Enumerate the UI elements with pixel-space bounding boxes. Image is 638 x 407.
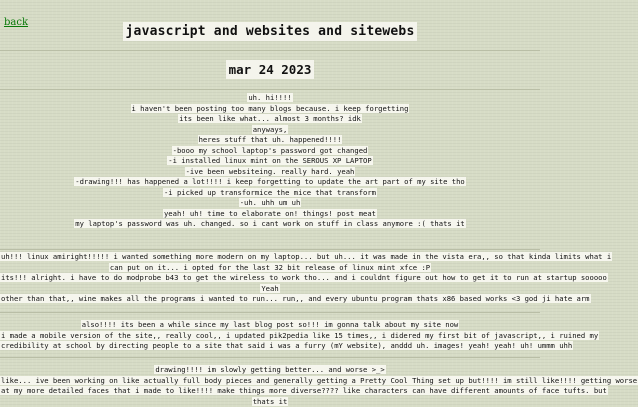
post-line: thats it: [0, 397, 540, 407]
post-section-2: [0, 252, 540, 305]
post-line: -booo my school laptop's password got changed: [0, 146, 540, 157]
post-line: also!!!! its been a while since my last blog post so!!! im gonna talk about my site now: [0, 320, 540, 331]
page-title: javascript and websites and sitewebs: [123, 22, 418, 41]
post-line: i haven't been posting too many blogs because. i keep forgetting: [0, 104, 540, 115]
back-link[interactable]: back: [4, 17, 28, 28]
post-line: -i picked up transformice the mice that transform: [0, 188, 540, 199]
post-line: uh. hi!!!!: [0, 93, 540, 104]
divider: [0, 50, 540, 51]
post-line: Yeah: [0, 284, 540, 295]
post-line: uh!!! linux amiright!!!!! i wanted something more modern on my laptop... but uh... it was made in the vista era,, so that kinda limits what i: [0, 252, 540, 263]
post-line: -drawing!!! has happened a lot!!!! i keep forgetting to update the art part of my site tho: [0, 177, 540, 188]
post-line: its!!! alright. i have to do modprobe b43 to get the wireless to work tho... and i couldnt figure out how to get it to run at startup sooooo: [0, 273, 540, 284]
post-section-1: [0, 93, 540, 230]
post-line: my laptop's password was uh. changed. so i cant work on stuff in class anymore :( thats it: [0, 219, 540, 230]
post-line: -i installed linux mint on the SEROUS XP LAPTOP: [0, 156, 540, 167]
post-line: -uh. uhh um uh: [0, 198, 540, 209]
post-line: drawing!!!! im slowly getting better... and worse >_>: [0, 365, 540, 376]
post-line: like... ive been working on like actually full body pieces and generally getting a Pretty Cool Thing set up but!!!! im still like!!!! getting worse: [0, 376, 540, 387]
post-date: mar 24 2023: [226, 60, 315, 79]
post-section-4: [0, 365, 540, 407]
post-line: its been like what... almost 3 months? idk: [0, 114, 540, 125]
post-line: at my more detailed faces that i made to like!!!! make things more diverse???? like characters can have different amounts of face tufts. but: [0, 386, 540, 397]
post-line: yeah! uh! time to elaborate on! things! post meat: [0, 209, 540, 220]
divider: [0, 249, 540, 250]
divider: [0, 89, 540, 90]
post-line: heres stuff that uh. happened!!!!: [0, 135, 540, 146]
divider: [0, 312, 540, 313]
page-title-wrap: [0, 20, 540, 41]
post-line: i made a mobile version of the site,, really cool,, i updated pik2pedia like 15 times,, i didered my first bit of javascript,, i ruined my: [0, 331, 540, 342]
post-date-wrap: [0, 59, 540, 79]
post-line: can put on it... i opted for the last 32 bit release of linux mint xfce :P: [0, 263, 540, 274]
post-line: anyways,: [0, 125, 540, 136]
post-line: other than that,, wine makes all the programs i wanted to run... run,, and every ubuntu program thats x86 based works <3 god ji hate arm: [0, 294, 540, 305]
post-line: -ive been websiteing. really hard. yeah: [0, 167, 540, 178]
post-section-3: [0, 320, 540, 352]
divider: [0, 357, 540, 358]
post-line: credibility at school by directing people to a site that said i was a furry (mY website), anddd uh. images! yeah! yeah! uh! ummm uhh: [0, 341, 540, 352]
